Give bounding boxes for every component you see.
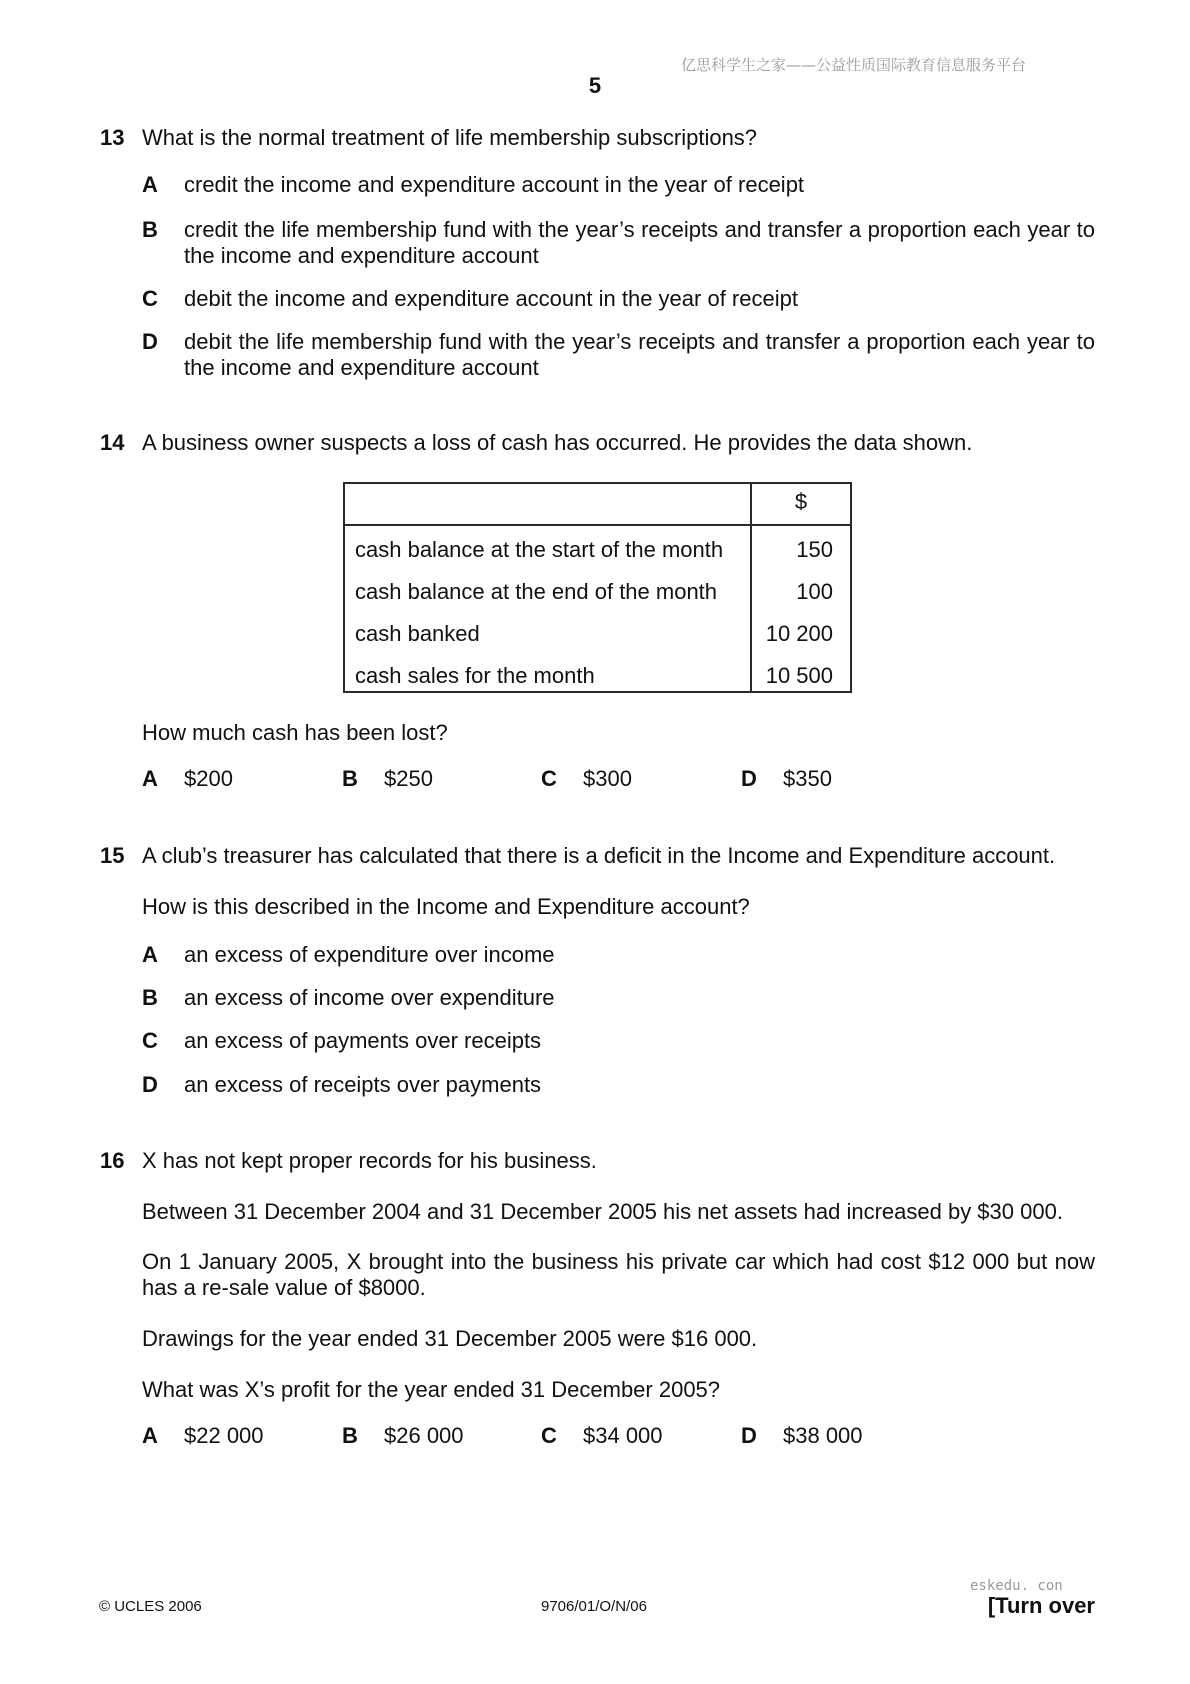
question-15-prompt: How is this described in the Income and Expenditure account?	[142, 894, 750, 919]
q14-option-b-letter: B	[342, 766, 358, 791]
q15-option-b-letter: B	[142, 985, 158, 1010]
table-row-label: cash balance at the end of the month	[355, 579, 718, 604]
q14-option-c-text: $300	[583, 766, 632, 791]
q13-option-a-text: credit the income and expenditure account in the year of receipt	[184, 172, 805, 197]
q15-option-b-text: an excess of income over expenditure	[184, 985, 555, 1010]
table-header-divider	[345, 524, 850, 526]
question-16-paragraph: Between 31 December 2004 and 31 December 2005 his net assets had increased by $30 000.	[142, 1199, 1063, 1224]
question-14-number: 14	[100, 430, 125, 455]
q15-option-d-letter: D	[142, 1072, 158, 1097]
q14-option-c-letter: C	[541, 766, 557, 791]
footer-turn-over: [Turn over	[987, 1593, 1095, 1618]
q14-option-a-text: $200	[184, 766, 233, 791]
footer-copyright: © UCLES 2006	[99, 1598, 202, 1615]
table-column-divider	[750, 484, 752, 691]
question-16-paragraph: Drawings for the year ended 31 December 2005 were $16 000.	[142, 1326, 758, 1351]
q16-option-d-text: $38 000	[783, 1423, 863, 1448]
question-16-paragraph-line1: On 1 January 2005, X brought into the business his private car which had cost $12 000 but now	[142, 1249, 1095, 1274]
q13-option-d-letter: D	[142, 329, 158, 354]
header-watermark: 亿思科学生之家——公益性质国际教育信息服务平台	[681, 56, 1027, 74]
question-14-prompt: How much cash has been lost?	[142, 720, 448, 745]
table-row-value: 100	[796, 579, 833, 604]
q14-option-d-letter: D	[741, 766, 757, 791]
cash-data-table	[343, 482, 852, 693]
page-number: 5	[588, 73, 602, 98]
question-13-number: 13	[100, 125, 125, 150]
footer-watermark-site: eskedu. con	[970, 1578, 1063, 1594]
footer-paper-code: 9706/01/O/N/06	[541, 1598, 647, 1615]
table-row-label: cash sales for the month	[355, 663, 595, 688]
question-16-number: 16	[100, 1148, 125, 1173]
q14-option-a-letter: A	[142, 766, 158, 791]
q13-option-b-text-line2: the income and expenditure account	[184, 243, 539, 268]
q15-option-a-text: an excess of expenditure over income	[184, 942, 555, 967]
q16-option-a-letter: A	[142, 1423, 158, 1448]
q13-option-c-text: debit the income and expenditure account in the year of receipt	[184, 286, 798, 311]
q14-option-b-text: $250	[384, 766, 433, 791]
q16-option-b-text: $26 000	[384, 1423, 464, 1448]
q16-option-c-text: $34 000	[583, 1423, 663, 1448]
table-row-label: cash balance at the start of the month	[355, 537, 724, 562]
question-15-stem: A club’s treasurer has calculated that there is a deficit in the Income and Expenditure account.	[142, 843, 1056, 868]
q13-option-d-text-line1: debit the life membership fund with the year’s receipts and transfer a proportion each year to	[184, 329, 1095, 354]
q13-option-c-letter: C	[142, 286, 158, 311]
question-13-stem: What is the normal treatment of life membership subscriptions?	[142, 125, 758, 150]
q15-option-c-text: an excess of payments over receipts	[184, 1028, 542, 1053]
question-16-prompt: What was X’s profit for the year ended 31 December 2005?	[142, 1377, 721, 1402]
table-row-label: cash banked	[355, 621, 480, 646]
q15-option-d-text: an excess of receipts over payments	[184, 1072, 542, 1097]
question-15-number: 15	[100, 843, 125, 868]
q14-option-d-text: $350	[783, 766, 832, 791]
q15-option-a-letter: A	[142, 942, 158, 967]
q15-option-c-letter: C	[142, 1028, 158, 1053]
table-unit-header: $	[794, 489, 808, 514]
q13-option-d-text-line2: the income and expenditure account	[184, 355, 539, 380]
question-14-stem: A business owner suspects a loss of cash has occurred. He provides the data shown.	[142, 430, 973, 455]
table-row-value: 10 500	[765, 663, 833, 688]
q16-option-a-text: $22 000	[184, 1423, 264, 1448]
q16-option-c-letter: C	[541, 1423, 557, 1448]
question-16-paragraph-line2: has a re-sale value of $8000.	[142, 1275, 426, 1300]
table-row-value: 10 200	[765, 621, 833, 646]
q16-option-b-letter: B	[342, 1423, 358, 1448]
question-16-stem: X has not kept proper records for his business.	[142, 1148, 597, 1173]
q13-option-a-letter: A	[142, 172, 158, 197]
q13-option-b-letter: B	[142, 217, 158, 242]
q16-option-d-letter: D	[741, 1423, 757, 1448]
table-row-value: 150	[796, 537, 833, 562]
q13-option-b-text-line1: credit the life membership fund with the year’s receipts and transfer a proportion each year to	[184, 217, 1095, 242]
